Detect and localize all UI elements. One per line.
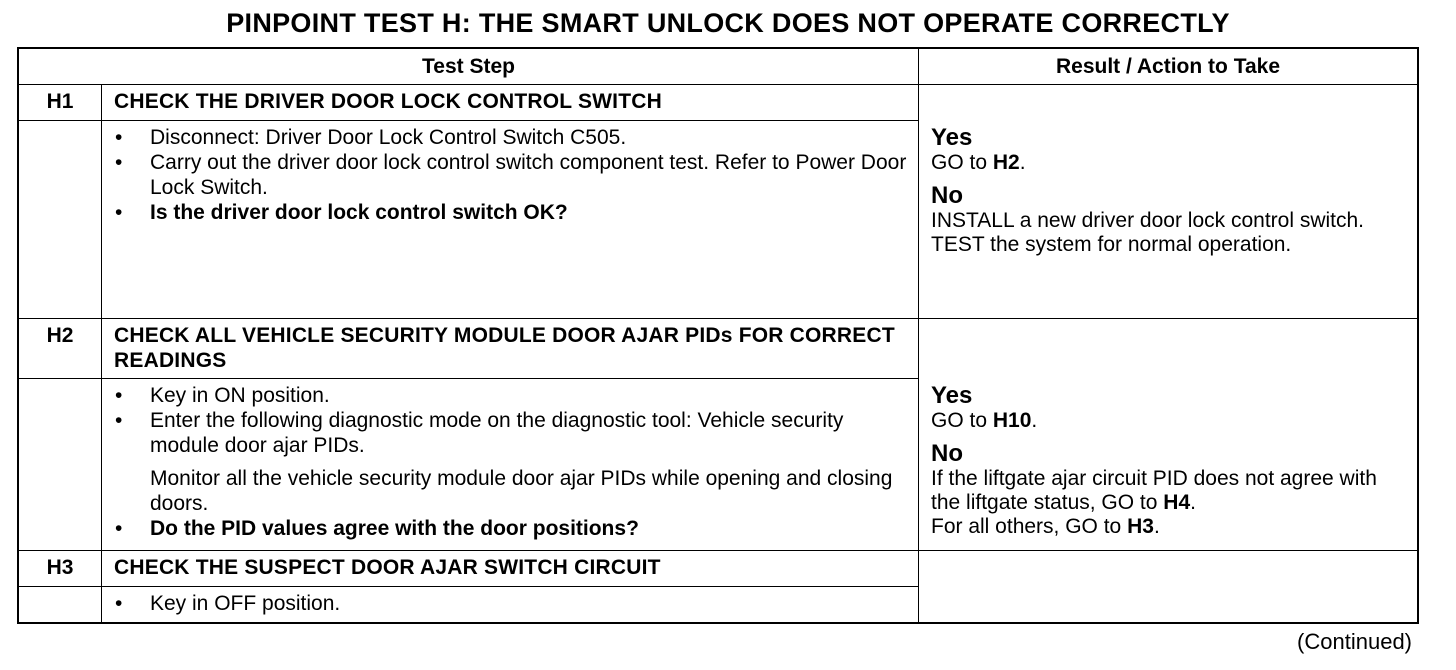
- no-action: INSTALL a new driver door lock control switch. TEST the system for normal operation.: [931, 209, 1365, 256]
- step-id-spacer: [19, 587, 102, 622]
- step-note: Monitor all the vehicle security module door ajar PIDs while opening and closing doors.: [150, 467, 893, 515]
- step-link-h2: H2: [992, 151, 1020, 174]
- step-link-h10: H10: [992, 409, 1032, 432]
- step-body-h2: [102, 379, 919, 551]
- step-title-h1: CHECK THE DRIVER DOOR LOCK CONTROL SWITCH: [102, 85, 919, 121]
- step-body-h1: [102, 121, 919, 319]
- bullet-icon: •: [115, 409, 123, 432]
- result-h1: [919, 85, 1417, 319]
- pinpoint-test-table: [17, 47, 1419, 624]
- step-id-h2: H2: [19, 319, 102, 379]
- column-header-result: Result / Action to Take: [919, 49, 1417, 85]
- step-id-h1: H1: [19, 85, 102, 121]
- step-title-h2: CHECK ALL VEHICLE SECURITY MODULE DOOR AJAR PIDs FOR CORRECT READINGS: [102, 319, 919, 379]
- yes-label: Yes: [931, 382, 973, 409]
- no-label: No: [931, 440, 963, 467]
- step-body-h3: [102, 587, 919, 622]
- continued-note: (Continued): [1297, 629, 1412, 654]
- step-title-h3: CHECK THE SUSPECT DOOR AJAR SWITCH CIRCUIT: [102, 551, 919, 587]
- bullet-icon: •: [115, 517, 123, 540]
- step-link-h3: H3: [1127, 515, 1154, 538]
- yes-action: GO to H2.: [931, 151, 1026, 174]
- column-header-test-step: Test Step: [19, 49, 919, 85]
- step-id-h3: H3: [19, 551, 102, 587]
- yes-label: Yes: [931, 124, 973, 151]
- bullet-icon: •: [115, 592, 123, 615]
- bullet-icon: •: [115, 151, 123, 174]
- step-id-spacer: [19, 121, 102, 319]
- list-item: • Key in ON position.: [115, 384, 330, 407]
- list-item: • Disconnect: Driver Door Lock Control Switch C505.: [115, 126, 627, 149]
- list-item: • Key in OFF position.: [115, 592, 341, 615]
- no-action-others: For all others, GO to H3.: [931, 515, 1160, 538]
- step-question: Is the driver door lock control switch OK?: [150, 201, 568, 224]
- result-h3: [919, 551, 1417, 622]
- step-link-h4: H4: [1163, 491, 1191, 514]
- bullet-icon: •: [115, 201, 123, 224]
- list-item: • Carry out the driver door lock control switch component test. Refer to Power Door Lock Switch.: [115, 151, 907, 199]
- list-item: [114, 200, 918, 225]
- bullet-icon: •: [115, 384, 123, 407]
- no-action: If the liftgate ajar circuit PID does not agree with the liftgate status, GO to H4.: [931, 467, 1377, 514]
- bullet-icon: •: [115, 126, 123, 149]
- list-item: [114, 516, 918, 541]
- yes-action: GO to H10.: [931, 409, 1038, 432]
- no-label: No: [931, 182, 963, 209]
- list-item: • Enter the following diagnostic mode on the diagnostic tool: Vehicle security module door ajar PIDs.: [115, 409, 844, 457]
- step-question: Do the PID values agree with the door positions?: [150, 517, 639, 540]
- step-id-spacer: [19, 379, 102, 551]
- page-title: PINPOINT TEST H: THE SMART UNLOCK DOES NOT OPERATE CORRECTLY: [226, 8, 1230, 38]
- result-h2: [919, 319, 1417, 551]
